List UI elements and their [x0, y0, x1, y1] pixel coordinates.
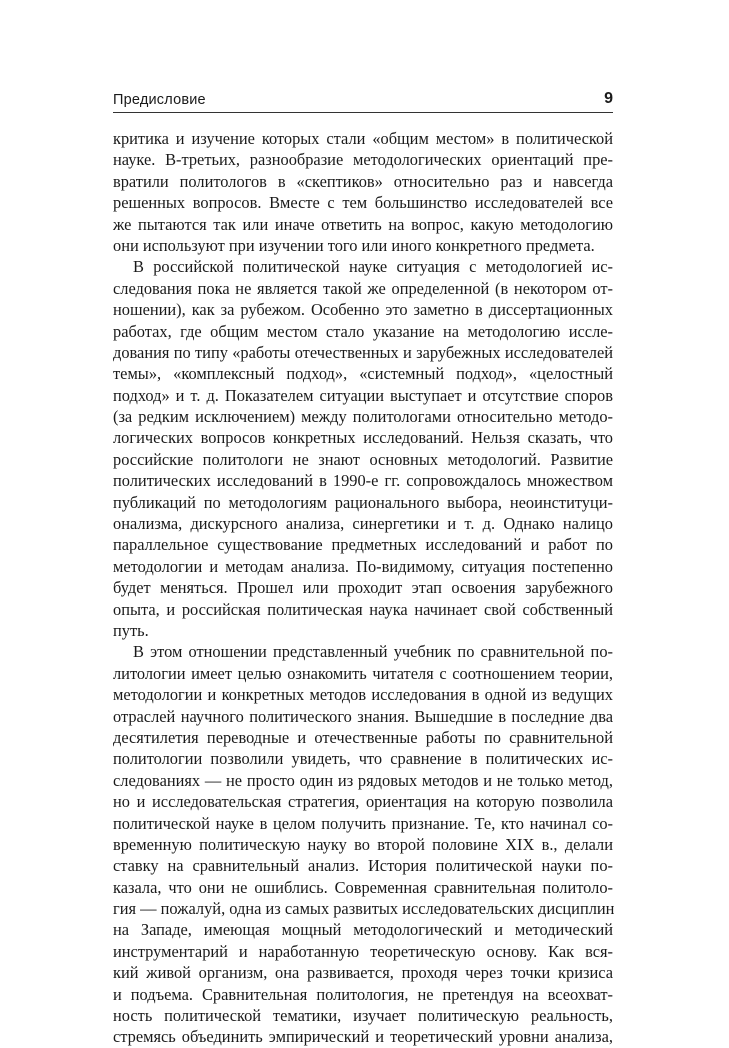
- text-line: кий живой организм, она развивается, проходя через точки кризиса: [113, 963, 613, 983]
- text-line: гия — пожалуй, одна из самых развитых исследовательских дисциплин: [113, 899, 615, 919]
- paragraph: [113, 128, 613, 256]
- text-line: казала, что они не ошиблись. Современная сравнительная политоло-: [113, 877, 613, 897]
- text-line: ношении), как за рубежом. Особенно это заметно в диссертационных: [113, 300, 613, 320]
- text-line: следованиях — не просто один из рядовых методов и не только метод,: [113, 770, 613, 790]
- page-number: 9: [604, 90, 613, 107]
- text-line: временную политическую науку во второй половине XIX в., делали: [113, 834, 613, 854]
- text-line: темы», «комплексный подход», «системный подход», «целостный: [113, 364, 613, 384]
- text-line: путь.: [113, 620, 149, 640]
- text-line: политических исследований в 1990-е гг. сопровождалось множеством: [113, 471, 613, 491]
- header-rule: [113, 112, 613, 113]
- text-line: вратили политологов в «скептиков» относительно раз и навсегда: [113, 171, 613, 191]
- paragraph: [113, 641, 613, 1047]
- running-head: Предисловие: [113, 92, 206, 108]
- text-line: методологии и методам анализа. По-видимому, ситуация постепенно: [113, 556, 613, 576]
- text-line: инструментарий и наработанную теоретическую основу. Как вся-: [113, 941, 613, 961]
- text-line: подход» и т. д. Показателем ситуации выступает и отсутствие споров: [113, 385, 613, 405]
- text-line: публикаций по методологиям рационального выбора, неоинституци-: [113, 492, 613, 512]
- body-text: [113, 128, 613, 1048]
- text-line: параллельное существование предметных исследований и работ по: [113, 535, 613, 555]
- text-line: логических вопросов конкретных исследований. Нельзя сказать, что: [113, 428, 613, 448]
- text-line: науке. В-третьих, разнообразие методологических ориентаций пре-: [113, 150, 613, 170]
- text-line: работах, где общим местом стало указание на методологию иссле-: [113, 321, 613, 341]
- text-line: В российской политической науке ситуация с методологией ис-: [133, 257, 613, 277]
- text-line: критика и изучение которых стали «общим местом» в политической: [113, 129, 613, 148]
- text-line: дования по типу «работы отечественных и зарубежных исследователей: [113, 342, 613, 362]
- text-line: они используют при изучении того или иного конкретного предмета.: [113, 235, 595, 255]
- text-line: десятилетия переводные и отечественные работы по сравнительной: [113, 727, 613, 747]
- text-line: ность политической тематики, изучает политическую реальность,: [113, 1006, 613, 1026]
- text-line: политологии позволили увидеть, что сравнение в политических ис-: [113, 749, 613, 769]
- text-line: (за редким исключением) между политологами относительно методо-: [113, 407, 613, 427]
- paragraph: [113, 256, 613, 641]
- text-line: решенных вопросов. Вместе с тем большинство исследователей все: [113, 193, 613, 213]
- text-line: отраслей научного политического знания. Вышедшие в последние два: [113, 706, 613, 726]
- text-line: следования пока не является такой же определенной (в некотором от-: [113, 278, 613, 298]
- text-line: политической науке в целом получить признание. Те, кто начинал со-: [113, 813, 613, 833]
- text-line: и подъема. Сравнительная политология, не претендуя на всеохват-: [113, 984, 613, 1004]
- page-header: [113, 88, 613, 112]
- text-line: онализма, дискурсного анализа, синергетики и т. д. Однако налицо: [113, 514, 613, 534]
- text-line: будет меняться. Прошел или проходит этап освоения зарубежного: [113, 578, 613, 598]
- text-line: стремясь объединить эмпирический и теоретический уровни анализа,: [113, 1027, 613, 1047]
- text-line: но и исследовательская стратегия, ориентация на которую позволила: [113, 792, 613, 812]
- text-line: на Западе, имеющая мощный методологический и методический: [113, 920, 613, 940]
- text-line: литологии имеет целью ознакомить читателя с соотношением теории,: [113, 663, 613, 683]
- text-line: российские политологи не знают основных методологий. Развитие: [113, 449, 613, 469]
- text-line: опыта, и российская политическая наука начинает свой собственный: [113, 599, 613, 619]
- text-line: В этом отношении представленный учебник по сравнительной по-: [133, 642, 613, 662]
- text-line: же пытаются так или иначе ответить на вопрос, какую методологию: [113, 214, 613, 234]
- text-line: ставку на сравнительный анализ. История политической науки по-: [113, 856, 613, 876]
- text-line: методологии и конкретных методов исследования в одной из ведущих: [113, 685, 613, 705]
